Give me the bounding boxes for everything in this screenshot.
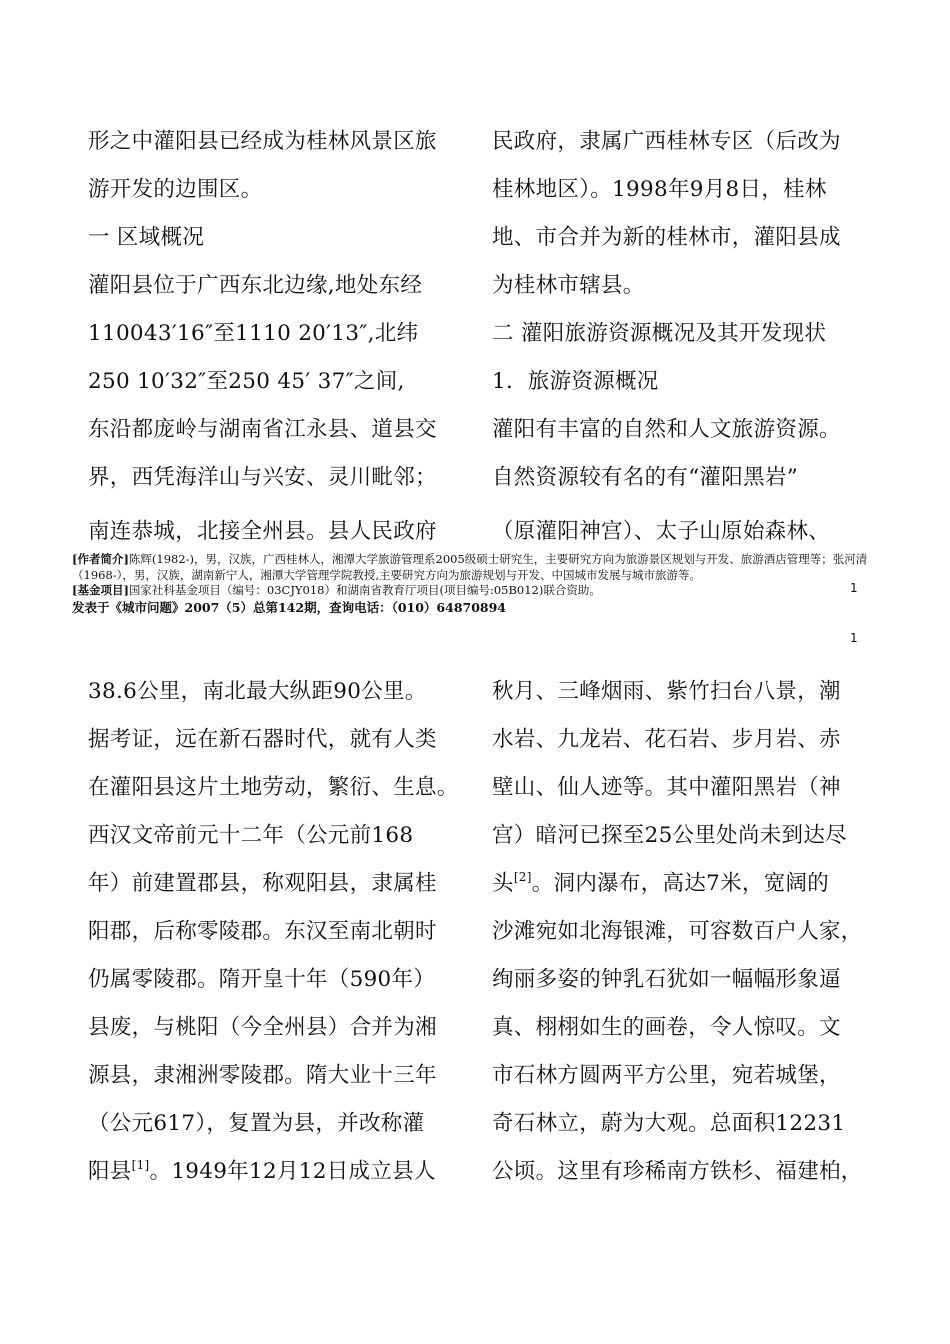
text-line: 源县，隶湘洲零陵郡。隋大业十三年: [88, 1063, 437, 1088]
text-line-partial: 南连恭城，北接全州县。县人民政府: [88, 519, 437, 544]
fund-note: [72, 583, 872, 599]
citation-ref: [1]: [131, 1158, 150, 1172]
text-line: 真、栩栩如生的画卷，令人惊叹。文: [492, 1015, 841, 1040]
text-line: 水岩、九龙岩、花石岩、步月岩、赤: [492, 727, 841, 752]
text-line: 西汉文帝前元十二年（公元前168: [88, 823, 414, 848]
author-label: [作者简介]: [72, 552, 129, 566]
footnote: [72, 552, 872, 615]
fund-text: 国家社科基金项目（编号：03CJY018）和湖南省教育厅项目(项目编号:05B012)联合资助。: [128, 583, 601, 597]
upper-left-column: [88, 118, 478, 544]
text-line: 250 10′32″至250 45′ 37″之间,: [88, 369, 405, 394]
section-heading: 一 区域概况: [88, 225, 205, 250]
text-line: 东沿都庞岭与湖南省江永县、道县交: [88, 417, 437, 442]
text-line: 阳郡，后称零陵郡。东汉至南北朝时: [88, 919, 437, 944]
text-line: 为桂林市辖县。: [492, 273, 645, 298]
text-line: 民政府，隶属广西桂林专区（后改为: [492, 129, 841, 154]
fund-label: [基金项目]: [72, 583, 129, 597]
text-line: 据考证，远在新石器时代，就有人类: [88, 727, 437, 752]
text-line-with-citation: [492, 860, 882, 908]
text-line: 38.6公里，南北最大纵距90公里。: [88, 679, 427, 704]
text-line: 公顷。这里有珍稀南方铁杉、福建柏，: [492, 1159, 863, 1184]
text-line: 灌阳县位于广西东北边缘,地处东经: [88, 273, 423, 298]
author-text: 陈辉(1982-)，男，汉族，广西桂林人，湘潭大学旅游管理系2005级硕士研究生，主要研究方向为旅游景区规划与开发、旅游酒店管理等；张河清（1968-），男，汉族，湖南新宁人，湘潭大学管理学院教授,主要研究方向为旅游规划与开发、中国城市发展与城市旅游等。: [72, 552, 868, 582]
text-line: 县废，与桃阳（今全州县）合并为湘: [88, 1015, 437, 1040]
text-line: 110043′16″至1110 20′13″,北纬: [88, 321, 419, 346]
text-segment: 头: [492, 871, 514, 896]
text-line: 秋月、三峰烟雨、紫竹扫台八景，潮: [492, 679, 841, 704]
text-line: 地、市合并为新的桂林市，灌阳县成: [492, 225, 841, 250]
text-line: 界，西凭海洋山与兴安、灵川毗邻；: [88, 465, 437, 490]
text-line: 市石林方圆两平方公里，宛若城堡，: [492, 1063, 841, 1088]
section-heading: 二 灌阳旅游资源概况及其开发现状: [492, 321, 827, 346]
text-segment: 阳县: [88, 1159, 132, 1184]
text-line: 形之中灌阳县已经成为桂林风景区旅: [88, 129, 437, 154]
lower-left-column: [88, 668, 478, 1196]
text-line: 灌阳有丰富的自然和人文旅游资源。: [492, 417, 841, 442]
page-cut-mark: 1: [850, 631, 858, 645]
text-line: 年）前建置郡县，称观阳县，隶属桂: [88, 871, 437, 896]
lower-right-column: [492, 668, 882, 1196]
text-segment: 。洞内瀑布，高达7米，宽阔的: [531, 871, 830, 896]
text-line: 沙滩宛如北海银滩，可容数百户人家，: [492, 919, 863, 944]
publication-info: 发表于《城市问题》2007（5）总第142期，查询电话：（010）64870894: [72, 599, 507, 615]
text-line-partial: （原灌阳神宫）、太子山原始森林、: [492, 519, 831, 544]
author-note: [72, 552, 872, 583]
citation-ref: [2]: [513, 870, 532, 884]
text-line: 桂林地区）。1998年9月8日，桂林: [492, 177, 827, 202]
text-line: 壁山、仙人迹等。其中灌阳黑岩（神: [492, 775, 841, 800]
text-line: （公元617），复置为县，并改称灌: [88, 1111, 425, 1136]
subsection-heading: 1．旅游资源概况: [492, 369, 659, 394]
text-segment: 。1949年12月12日成立县人: [149, 1159, 436, 1184]
text-line: 自然资源较有名的有“灌阳黑岩”: [492, 465, 798, 490]
page-cut-mark: 1: [850, 581, 858, 595]
text-line: 绚丽多姿的钟乳石犹如一幅幅形象逼: [492, 967, 841, 992]
text-line: 游开发的边围区。: [88, 177, 263, 202]
text-line: 在灌阳县这片土地劳动，繁衍、生息。: [88, 775, 459, 800]
text-line-with-citation: [88, 1148, 478, 1196]
upper-right-column: [492, 118, 882, 544]
text-line: 宫）暗河已探至25公里处尚未到达尽: [492, 823, 847, 848]
text-line: 仍属零陵郡。隋开皇十年（590年）: [88, 967, 436, 992]
text-line: 奇石林立，蔚为大观。总面积12231: [492, 1111, 846, 1136]
